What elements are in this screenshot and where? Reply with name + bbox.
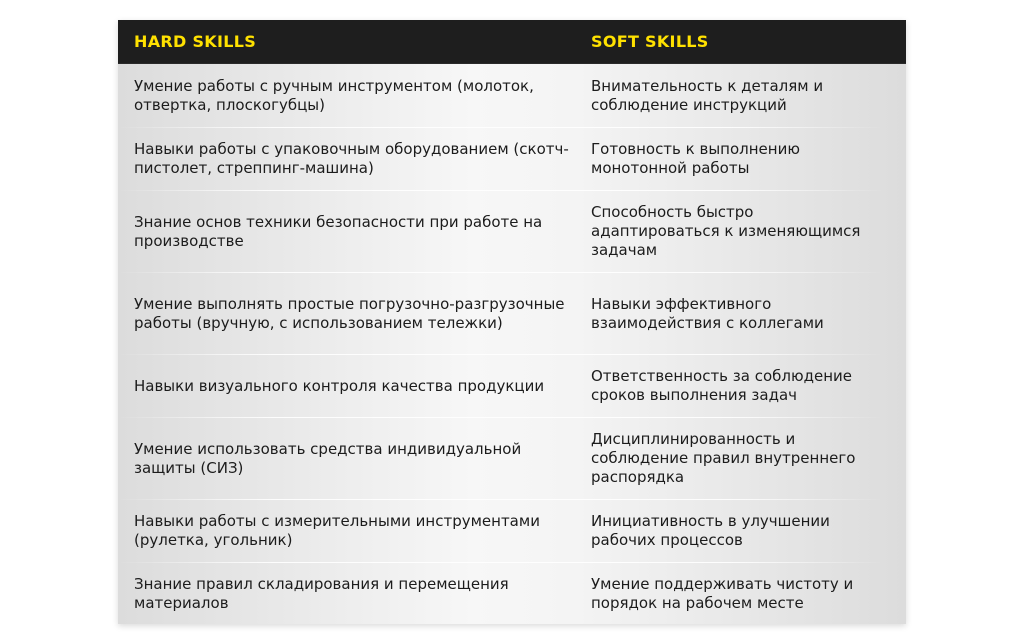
- soft-skill-cell: Умение поддерживать чистоту и порядок на рабочем месте: [591, 575, 854, 612]
- table-row: [118, 355, 906, 417]
- soft-skill-cell: Готовность к выполнению монотонной работы: [591, 140, 800, 177]
- table-body: [118, 64, 906, 625]
- hard-skills-header: HARD SKILLS: [134, 32, 257, 51]
- skills-table: [118, 20, 906, 624]
- table-row: [118, 64, 906, 127]
- soft-skill-cell: Ответственность за соблюдение сроков выполнения задач: [591, 367, 852, 404]
- hard-skill-cell: Знание правил складирования и перемещения материалов: [134, 575, 509, 612]
- table-header: [118, 20, 906, 64]
- hard-skill-cell: Умение работы с ручным инструментом (молоток, отвертка, плоскогубцы): [134, 76, 534, 114]
- table-row: [118, 191, 906, 272]
- table-row: [118, 500, 906, 562]
- soft-skills-header: SOFT SKILLS: [591, 32, 709, 51]
- table-row: [118, 273, 906, 354]
- table-row: [118, 418, 906, 499]
- soft-skill-cell: Способность быстро адаптироваться к изменяющимся задачам: [591, 203, 861, 259]
- table-row: [118, 563, 906, 625]
- hard-skill-cell: Умение использовать средства индивидуальной защиты (СИЗ): [134, 439, 522, 477]
- hard-skill-cell: Навыки работы с измерительными инструментами (рулетка, угольник): [134, 512, 540, 549]
- hard-skill-cell: Знание основ техники безопасности при работе на производстве: [134, 212, 543, 250]
- hard-skill-cell: Умение выполнять простые погрузочно-разгрузочные работы (вручную, с использованием тележки): [134, 294, 565, 332]
- soft-skill-cell: Инициативность в улучшении рабочих процессов: [591, 512, 830, 549]
- soft-skill-cell: Внимательность к деталям и соблюдение инструкций: [591, 76, 824, 114]
- soft-skill-cell: Дисциплинированность и соблюдение правил внутреннего распорядка: [591, 430, 856, 486]
- table-row: [118, 128, 906, 190]
- hard-skill-cell: Навыки визуального контроля качества продукции: [134, 376, 545, 395]
- soft-skill-cell: Навыки эффективного взаимодействия с коллегами: [591, 294, 824, 332]
- hard-skill-cell: Навыки работы с упаковочным оборудованием (скотч-пистолет, стреппинг-машина): [134, 140, 569, 177]
